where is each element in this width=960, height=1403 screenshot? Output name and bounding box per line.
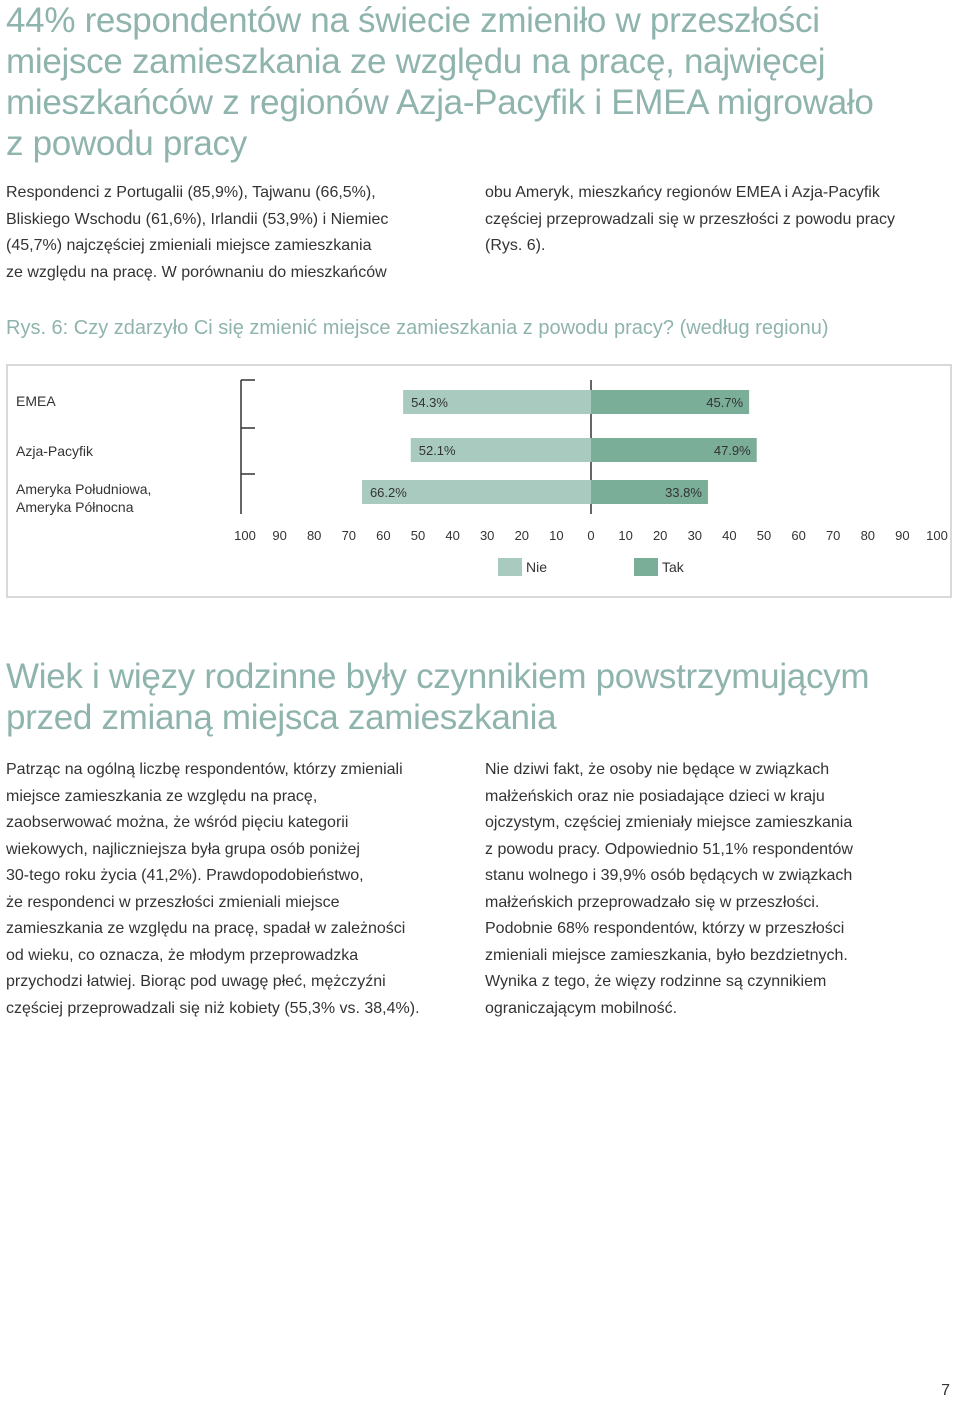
x-tick-label: 10 — [618, 528, 633, 543]
text-line: małżeńskich oraz nie posiadające dzieci w kraju — [485, 787, 825, 805]
x-tick-label: 90 — [895, 528, 910, 543]
x-tick-label: 30 — [687, 528, 703, 543]
page-number: 7 — [941, 1382, 950, 1399]
category-label-line: EMEA — [16, 393, 56, 409]
text-line: Respondenci z Portugalii (85,9%), Tajwanu (66,5%), — [6, 184, 376, 201]
x-tick-label: 20 — [652, 528, 668, 543]
heading-line: miejsce zamieszkania ze względu na pracę, najwięcej — [6, 42, 826, 81]
text-line: zamieszkania ze względu na pracę, spadał w zależności — [6, 920, 406, 937]
x-tick-label: 100 — [234, 528, 256, 543]
x-tick-label: 70 — [341, 528, 357, 543]
page-heading — [6, 0, 951, 164]
text-line: przychodzi łatwiej. Biorąc pod uwagę płeć, mężczyźni — [6, 973, 386, 990]
heading-line: z powodu pracy — [6, 124, 247, 163]
text-line: 30-tego roku życia (41,2%). Prawdopodobieństwo, — [6, 867, 364, 884]
x-tick-label: 70 — [825, 528, 841, 543]
legend-swatch-tak — [634, 558, 658, 576]
intro-left-column — [6, 180, 466, 286]
text-line: miejsce zamieszkania ze względu na pracę, — [6, 787, 318, 805]
text-line: (45,7%) najczęściej zmieniali miejsce zamieszkania — [6, 237, 372, 254]
category-label-line: Ameryka Północna — [16, 499, 134, 515]
text-line: obu Ameryk, mieszkańcy regionów EMEA i Azja-Pacyfik — [485, 184, 880, 201]
x-tick-label: 80 — [860, 528, 876, 543]
x-tick-label: 40 — [445, 528, 460, 543]
text-line: zaobserwować można, że wśród pięciu kategorii — [6, 814, 349, 831]
x-tick-label: 100 — [926, 528, 948, 543]
data-label-tak: 45.7% — [706, 395, 744, 410]
data-label-nie: 66.2% — [369, 485, 407, 500]
x-tick-label: 30 — [479, 528, 495, 543]
section-heading — [6, 656, 951, 738]
data-label-tak: 47.9% — [713, 443, 751, 458]
text-line: ojczystym, częściej zmieniały miejsce zamieszkania — [485, 814, 853, 831]
body-left-column — [6, 757, 476, 1022]
x-tick-label: 20 — [514, 528, 530, 543]
text-line: Nie dziwi fakt, że osoby nie będące w związkach — [485, 761, 830, 778]
heading-line: przed zmianą miejsca zamieszkania — [6, 698, 557, 737]
text-line: wiekowych, najliczniejsza była grupa osób poniżej — [6, 840, 360, 858]
legend-label-tak: Tak — [662, 559, 684, 575]
figure-caption: Rys. 6: Czy zdarzyło Ci się zmienić miejsce zamieszkania z powodu pracy? (według regionu) — [6, 317, 829, 339]
data-label-nie: 54.3% — [411, 395, 448, 410]
text-line: częściej przeprowadzali się niż kobiety (55,3% vs. 38,4%). — [6, 999, 420, 1017]
legend-swatch-nie — [498, 558, 522, 576]
x-tick-label: 0 — [587, 528, 595, 543]
intro-right-column — [485, 180, 955, 260]
text-line: Bliskiego Wschodu (61,6%), Irlandii (53,9%) i Niemiec — [6, 210, 389, 228]
chart-container — [6, 364, 952, 598]
x-tick-label: 50 — [756, 528, 772, 543]
text-line: ograniczającym mobilność. — [485, 999, 678, 1017]
text-line: że respondenci w przeszłości zmieniali miejsce — [6, 893, 340, 911]
text-line: od wieku, co oznacza, że młodym przeprowadzka — [6, 946, 359, 964]
x-tick-label: 40 — [722, 528, 737, 543]
x-tick-label: 50 — [410, 528, 426, 543]
x-tick-label: 60 — [376, 528, 391, 543]
text-line: Podobnie 68% respondentów, którzy w przeszłości — [485, 920, 845, 937]
heading-line: 44% respondentów na świecie zmieniło w przeszłości — [6, 1, 820, 40]
x-tick-label: 10 — [549, 528, 564, 543]
x-tick-label: 60 — [791, 528, 806, 543]
legend-label-nie: Nie — [526, 559, 548, 575]
data-label-tak: 33.8% — [665, 485, 702, 500]
heading-line: Wiek i więzy rodzinne były czynnikiem powstrzymującym — [6, 657, 870, 696]
text-line: Wynika z tego, że więzy rodzinne są czynnikiem — [485, 973, 827, 990]
x-tick-label: 80 — [306, 528, 322, 543]
text-line: ze względu na pracę. W porównaniu do mieszkańców — [6, 263, 387, 281]
category-label-line: Ameryka Południowa, — [16, 481, 152, 497]
category-label-line: Azja-Pacyfik — [16, 443, 94, 459]
text-line: stanu wolnego i 39,9% osób będących w związkach — [485, 867, 853, 884]
bar-chart — [8, 366, 950, 596]
text-line: z powodu pracy. Odpowiednio 51,1% respondentów — [485, 840, 853, 858]
text-line: zmieniali miejsce zamieszkania, było bezdzietnych. — [485, 946, 848, 964]
text-line: (Rys. 6). — [485, 237, 546, 254]
heading-line: mieszkańców z regionów Azja-Pacyfik i EMEA migrowało — [6, 83, 874, 122]
text-line: częściej przeprowadzali się w przeszłości z powodu pracy — [485, 210, 895, 228]
text-line: Patrząc na ogólną liczbę respondentów, którzy zmieniali — [6, 761, 403, 778]
x-tick-label: 90 — [272, 528, 287, 543]
body-right-column — [485, 757, 955, 1022]
data-label-nie: 52.1% — [418, 443, 456, 458]
text-line: małżeńskich przeprowadzało się w przeszłości. — [485, 893, 820, 911]
